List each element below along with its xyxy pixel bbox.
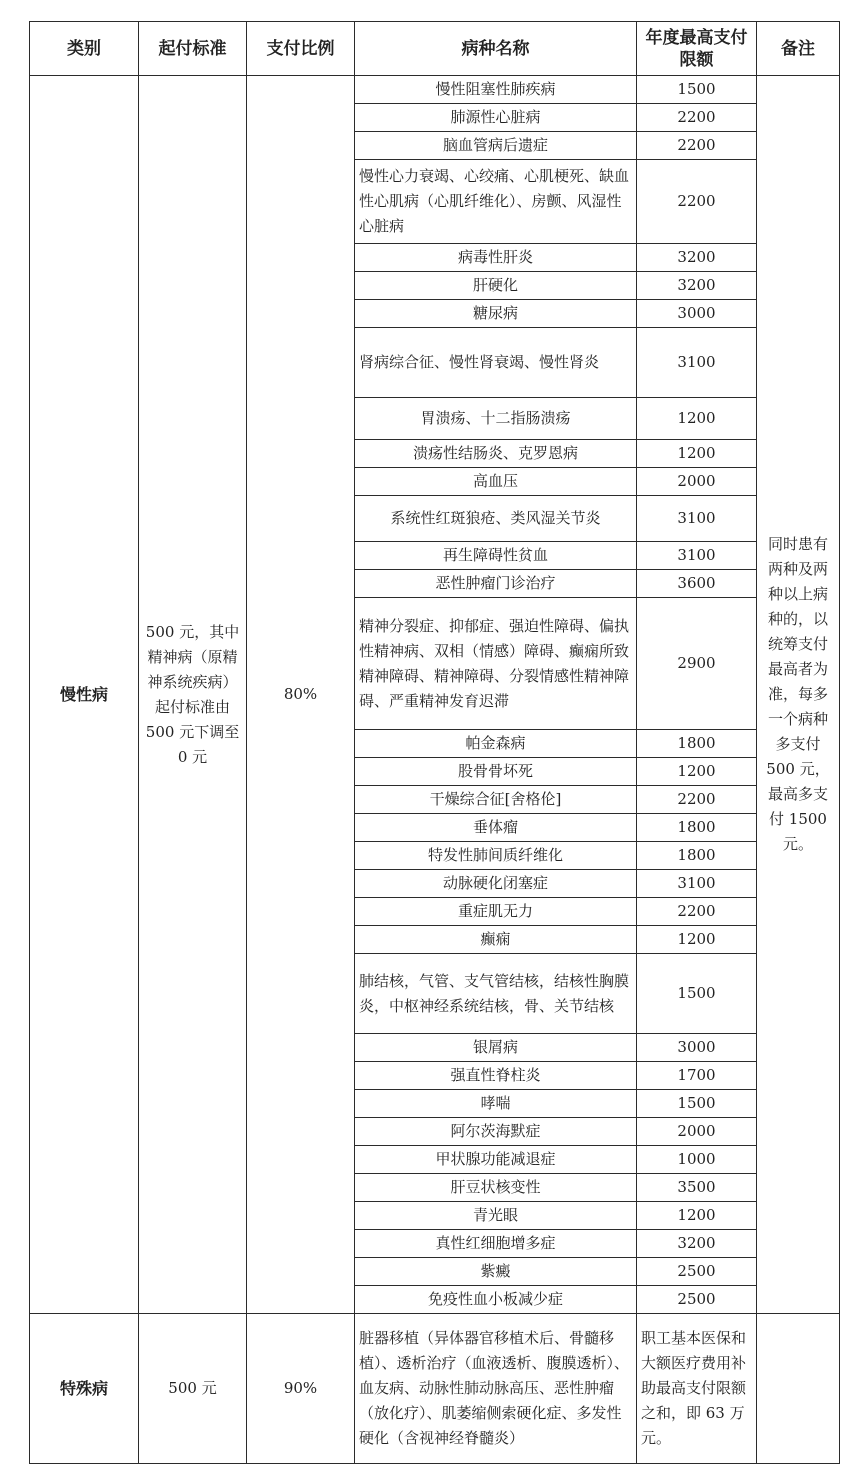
- disease-name: 脑血管病后遗症: [355, 132, 637, 160]
- disease-name: 干燥综合征[舍格伦]: [355, 786, 637, 814]
- annual-limit: 1200: [637, 1202, 757, 1230]
- annual-limit: 1200: [637, 398, 757, 440]
- special-annual-limit: 职工基本医保和大额医疗费用补助最高支付限额之和，即 63 万元。: [637, 1314, 757, 1464]
- header-annual-limit: 年度最高支付限额: [637, 22, 757, 76]
- annual-limit: 3100: [637, 496, 757, 542]
- annual-limit: 2900: [637, 598, 757, 730]
- annual-limit: 2200: [637, 132, 757, 160]
- chronic-note: 同时患有两种及两种以上病种的，以统筹支付最高者为准，每多一个病种多支付 500 元，最高多支付 1500 元。: [757, 76, 840, 1314]
- special-category: 特殊病: [30, 1314, 139, 1464]
- special-ratio: 90%: [247, 1314, 355, 1464]
- table-row: [30, 76, 840, 104]
- disease-name: 重症肌无力: [355, 898, 637, 926]
- disease-name: 系统性红斑狼疮、类风湿关节炎: [355, 496, 637, 542]
- annual-limit: 3000: [637, 300, 757, 328]
- disease-name: 紫癜: [355, 1258, 637, 1286]
- disease-name: 精神分裂症、抑郁症、强迫性障碍、偏执性精神病、双相（情感）障碍、癫痫所致精神障碍、精神障碍、分裂情感性精神障碍、严重精神发育迟滞: [355, 598, 637, 730]
- disease-name: 再生障碍性贫血: [355, 542, 637, 570]
- policy-table-page: [29, 21, 839, 1464]
- annual-limit: 3000: [637, 1034, 757, 1062]
- disease-name: 特发性肺间质纤维化: [355, 842, 637, 870]
- disease-name: 肾病综合征、慢性肾衰竭、慢性肾炎: [355, 328, 637, 398]
- annual-limit: 3200: [637, 272, 757, 300]
- annual-limit: 2500: [637, 1286, 757, 1314]
- disease-name: 银屑病: [355, 1034, 637, 1062]
- disease-name: 糖尿病: [355, 300, 637, 328]
- annual-limit: 3100: [637, 870, 757, 898]
- annual-limit: 2200: [637, 898, 757, 926]
- annual-limit: 2200: [637, 104, 757, 132]
- annual-limit: 3200: [637, 244, 757, 272]
- disease-name: 甲状腺功能减退症: [355, 1146, 637, 1174]
- annual-limit: 1800: [637, 730, 757, 758]
- annual-limit: 3500: [637, 1174, 757, 1202]
- disease-name: 肝豆状核变性: [355, 1174, 637, 1202]
- annual-limit: 2200: [637, 160, 757, 244]
- disease-name: 恶性肿瘤门诊治疗: [355, 570, 637, 598]
- disease-name: 慢性心力衰竭、心绞痛、心肌梗死、缺血性心肌病（心肌纤维化）、房颤、风湿性心脏病: [355, 160, 637, 244]
- special-threshold: 500 元: [139, 1314, 247, 1464]
- chronic-section: [30, 76, 840, 1314]
- disease-name: 真性红细胞增多症: [355, 1230, 637, 1258]
- disease-name: 肝硬化: [355, 272, 637, 300]
- header-threshold: 起付标准: [139, 22, 247, 76]
- disease-name: 动脉硬化闭塞症: [355, 870, 637, 898]
- annual-limit: 3100: [637, 542, 757, 570]
- annual-limit: 2500: [637, 1258, 757, 1286]
- chronic-ratio: 80%: [247, 76, 355, 1314]
- chronic-threshold: 500 元，其中精神病（原精神系统疾病）起付标准由 500 元下调至 0 元: [139, 76, 247, 1314]
- special-section: [30, 1314, 840, 1464]
- disease-name: 慢性阻塞性肺疾病: [355, 76, 637, 104]
- special-note: [757, 1314, 840, 1464]
- header-ratio: 支付比例: [247, 22, 355, 76]
- annual-limit: 2200: [637, 786, 757, 814]
- annual-limit: 1200: [637, 758, 757, 786]
- table-header-row: [30, 22, 840, 76]
- chronic-category: 慢性病: [30, 76, 139, 1314]
- disease-name: 肺源性心脏病: [355, 104, 637, 132]
- annual-limit: 1700: [637, 1062, 757, 1090]
- annual-limit: 1800: [637, 814, 757, 842]
- disease-name: 帕金森病: [355, 730, 637, 758]
- disease-name: 哮喘: [355, 1090, 637, 1118]
- annual-limit: 1200: [637, 926, 757, 954]
- annual-limit: 2000: [637, 468, 757, 496]
- disease-payment-table: [29, 21, 840, 1464]
- special-disease-name: 脏器移植（异体器官移植术后、骨髓移植）、透析治疗（血液透析、腹膜透析）、血友病、动脉性肺动脉高压、恶性肿瘤（放化疗）、肌萎缩侧索硬化症、多发性硬化（含视神经脊髓炎）: [355, 1314, 637, 1464]
- disease-name: 阿尔茨海默症: [355, 1118, 637, 1146]
- disease-name: 强直性脊柱炎: [355, 1062, 637, 1090]
- disease-name: 溃疡性结肠炎、克罗恩病: [355, 440, 637, 468]
- annual-limit: 3200: [637, 1230, 757, 1258]
- disease-name: 肺结核，气管、支气管结核，结核性胸膜炎，中枢神经系统结核，骨、关节结核: [355, 954, 637, 1034]
- disease-name: 癫痫: [355, 926, 637, 954]
- annual-limit: 1500: [637, 1090, 757, 1118]
- disease-name: 垂体瘤: [355, 814, 637, 842]
- annual-limit: 1800: [637, 842, 757, 870]
- disease-name: 股骨骨坏死: [355, 758, 637, 786]
- special-row: [30, 1314, 840, 1464]
- annual-limit: 1500: [637, 76, 757, 104]
- header-disease-name: 病种名称: [355, 22, 637, 76]
- disease-name: 高血压: [355, 468, 637, 496]
- disease-name: 免疫性血小板减少症: [355, 1286, 637, 1314]
- annual-limit: 1000: [637, 1146, 757, 1174]
- annual-limit: 2000: [637, 1118, 757, 1146]
- header-category: 类别: [30, 22, 139, 76]
- disease-name: 青光眼: [355, 1202, 637, 1230]
- annual-limit: 1500: [637, 954, 757, 1034]
- disease-name: 病毒性肝炎: [355, 244, 637, 272]
- header-note: 备注: [757, 22, 840, 76]
- annual-limit: 3100: [637, 328, 757, 398]
- disease-name: 胃溃疡、十二指肠溃疡: [355, 398, 637, 440]
- annual-limit: 3600: [637, 570, 757, 598]
- annual-limit: 1200: [637, 440, 757, 468]
